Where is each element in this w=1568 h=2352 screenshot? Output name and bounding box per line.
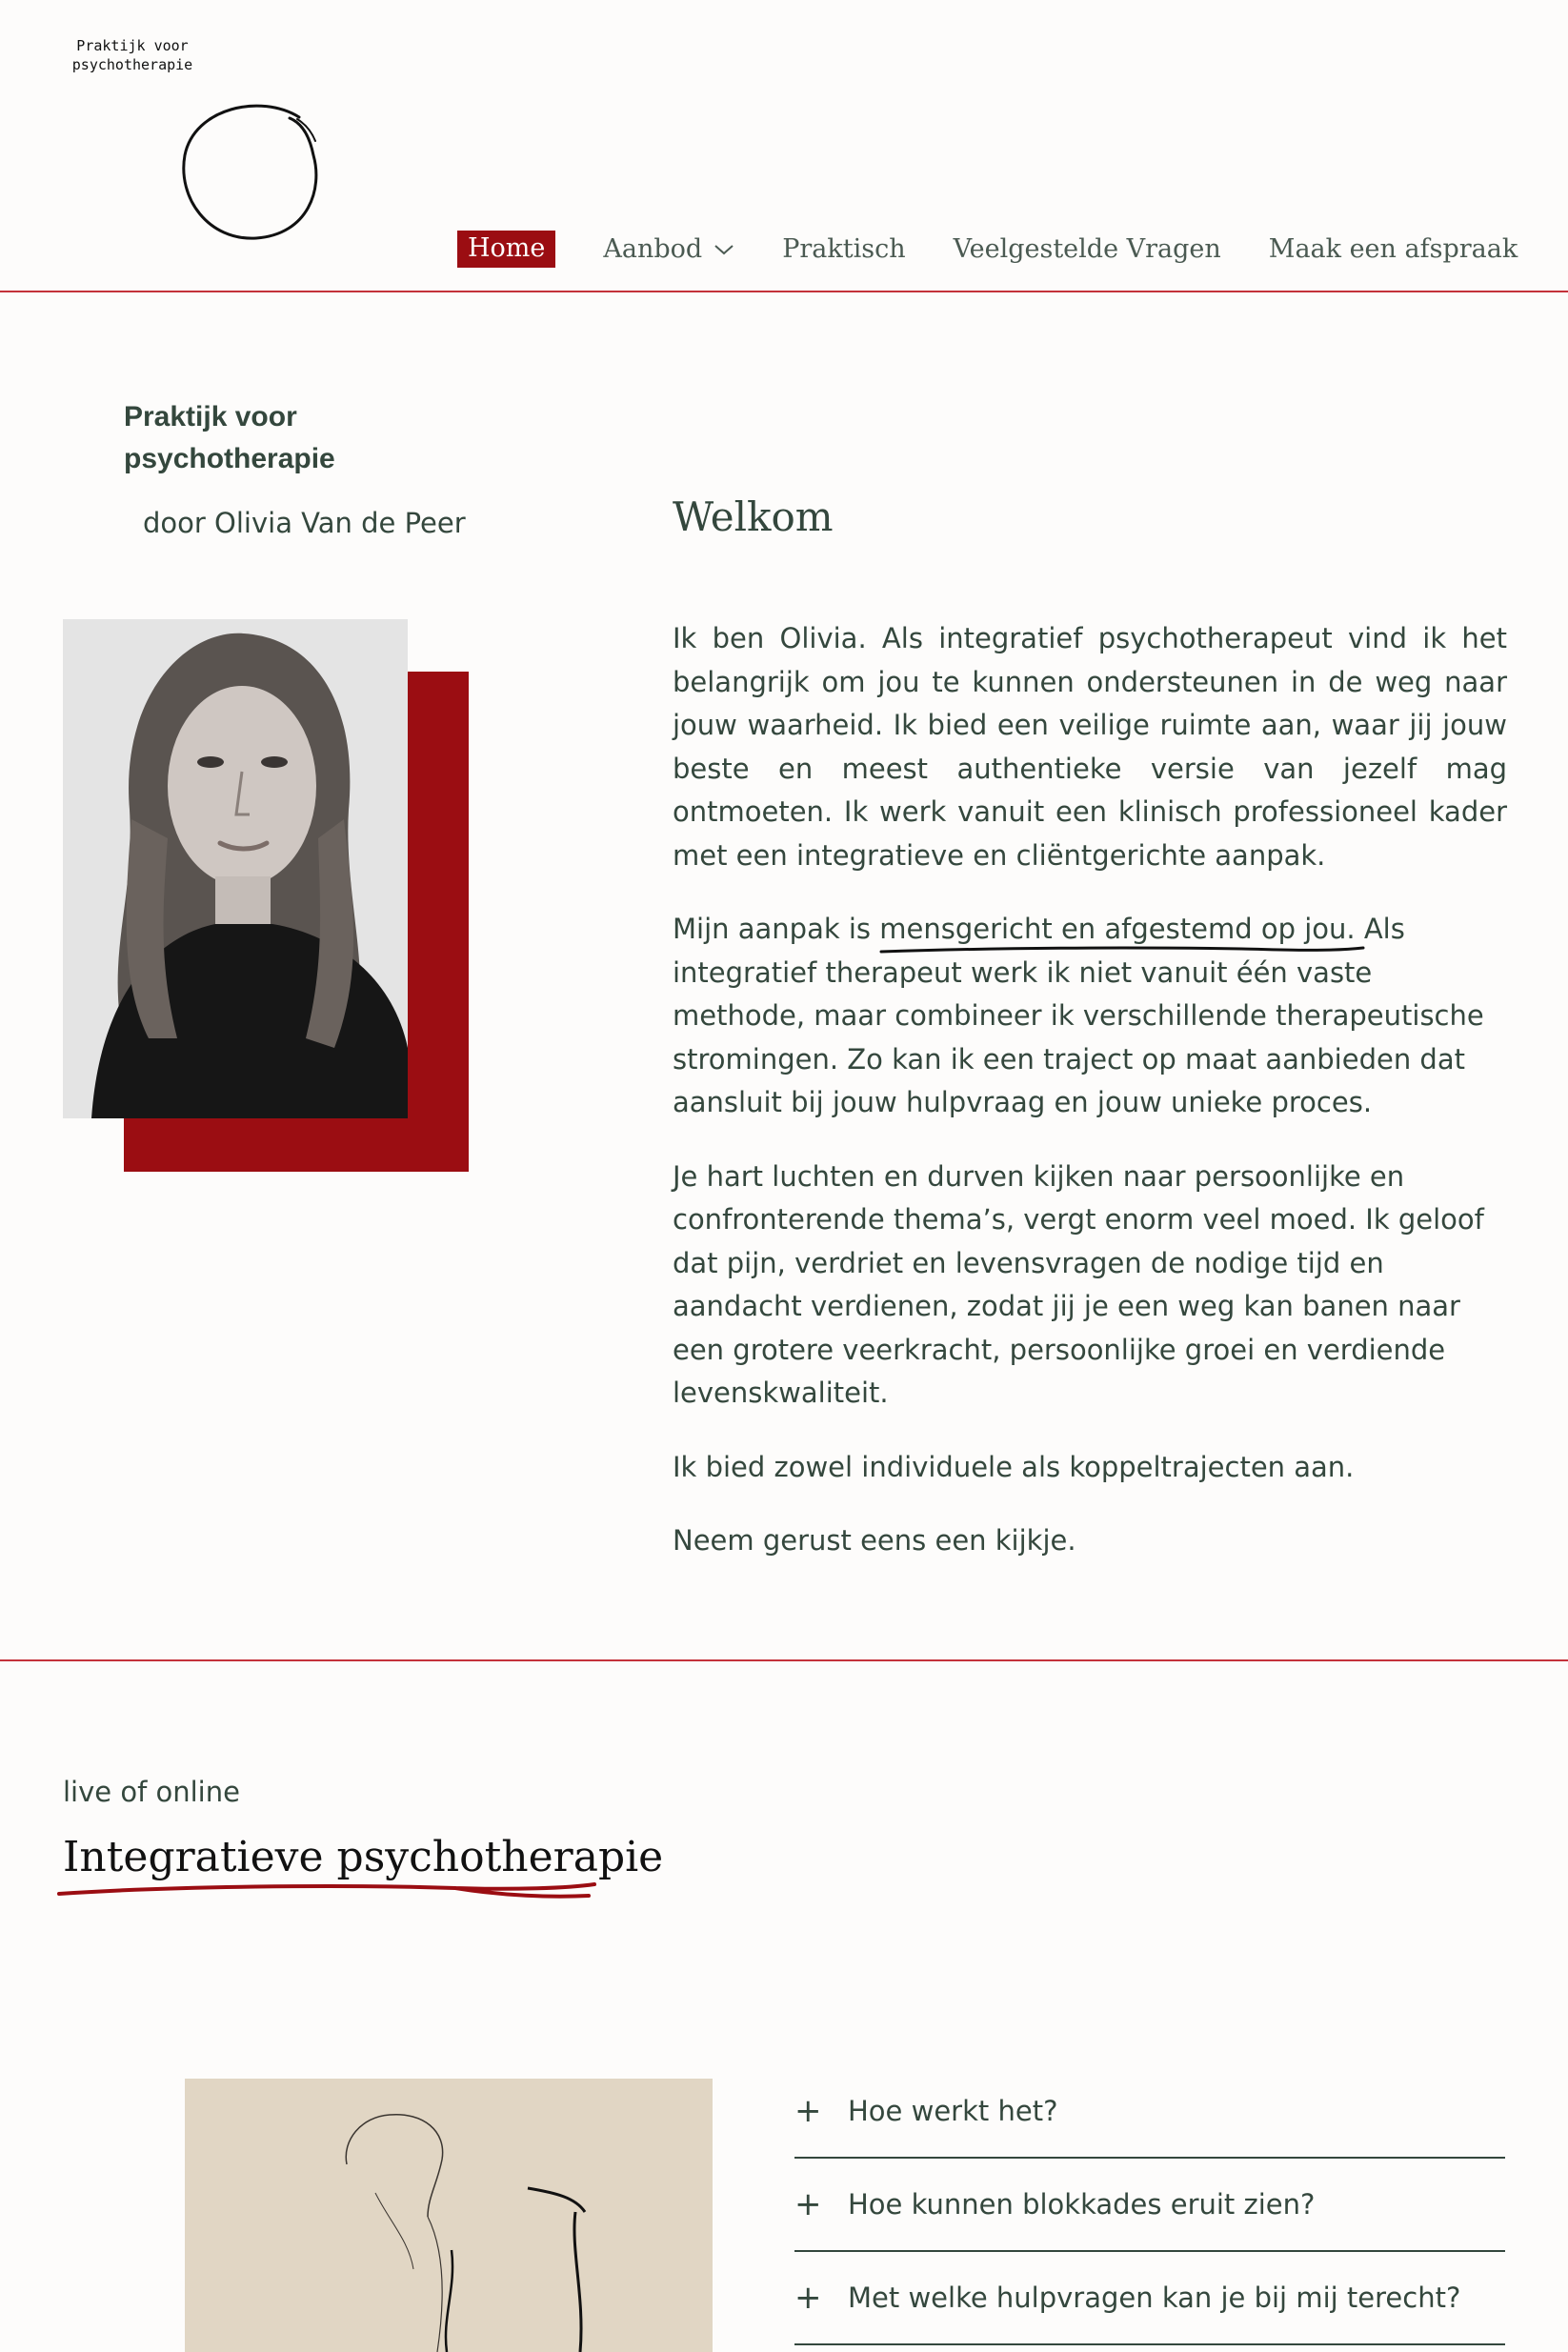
welcome-heading: Welkom bbox=[673, 493, 834, 540]
faq-accordion bbox=[794, 2065, 1505, 2345]
faq-question: Met welke hulpvragen kan je bij mij terecht? bbox=[848, 2282, 1461, 2314]
logo-text: Praktijk voor psychotherapie bbox=[71, 37, 193, 73]
welcome-paragraph: Je hart luchten en durven kijken naar persoonlijke en confronterende thema’s, vergt enorm veel moed. Ik geloof dat pijn, verdriet en levensvragen de nodige tijd en aandacht verdienen, zodat jij je een weg kan banen naar een grotere veerkracht, persoonlijke groei en verdiende levenskwaliteit. bbox=[673, 1159, 1484, 1409]
section-title: Integratieve psychotherapie bbox=[63, 1833, 664, 1881]
welcome-paragraph: Neem gerust eens een kijkje. bbox=[673, 1524, 1076, 1557]
plus-icon: + bbox=[794, 2092, 822, 2130]
welcome-paragraph: Ik ben Olivia. Als integratief psychotherapeut vind ik het belangrijk om jou te kunnen ondersteunen in de weg naar jouw waarheid. Ik bied een veilige ruimte aan, waar jij jouw beste en meest authentieke versie van jezelf mag ontmoeten. Ik werk vanuit een klinisch professioneel kader met een integratieve en cliëntgerichte aanpak. bbox=[673, 622, 1507, 872]
line-art-illustration bbox=[185, 2079, 713, 2352]
faq-question: Hoe werkt het? bbox=[848, 2095, 1058, 2127]
header-divider bbox=[0, 291, 1568, 292]
brand-subtitle: door Olivia Van de Peer bbox=[143, 507, 466, 539]
plus-icon: + bbox=[794, 2185, 822, 2223]
portrait-photo bbox=[63, 619, 408, 1118]
welcome-body bbox=[673, 617, 1507, 1594]
figure-line-art-icon bbox=[185, 2079, 713, 2352]
chevron-down-icon bbox=[714, 243, 734, 256]
welcome-paragraph: Ik bied zowel individuele als koppeltrajecten aan. bbox=[673, 1450, 1355, 1483]
nav-item-label: Praktisch bbox=[782, 234, 906, 264]
nav-item-afspraak[interactable] bbox=[1269, 234, 1518, 264]
faq-item[interactable] bbox=[794, 2065, 1505, 2159]
paragraph-text: Als integratief therapeut werk ik niet vanuit één vaste methode, maar combineer ik verschillende therapeutische stromingen. Zo kan ik een traject op maat aanbieden dat aansluit bij jouw hulpvraag en jouw unieke proces. bbox=[673, 913, 1484, 1118]
faq-item[interactable] bbox=[794, 2159, 1505, 2252]
brand-title: Praktijk voor psychotherapie bbox=[124, 401, 335, 474]
portrait-block bbox=[63, 619, 469, 1172]
nav-item-aanbod[interactable] bbox=[603, 234, 734, 264]
highlighted-text: mensgericht en afgestemd op jou. bbox=[879, 913, 1356, 945]
site-logo[interactable] bbox=[61, 36, 309, 246]
nav-item-label: Veelgestelde Vragen bbox=[953, 234, 1221, 264]
plus-icon: + bbox=[794, 2279, 822, 2317]
hand-underline-icon bbox=[879, 944, 1365, 955]
highlighted-phrase bbox=[879, 908, 1355, 952]
faq-question: Hoe kunnen blokkades eruit zien? bbox=[848, 2188, 1316, 2221]
ink-circle-logo-icon bbox=[118, 65, 366, 284]
red-brush-underline-icon bbox=[55, 1877, 598, 1905]
section-divider bbox=[0, 1659, 1568, 1661]
paragraph-text: Mijn aanpak is bbox=[673, 913, 872, 945]
nav-item-home[interactable] bbox=[457, 231, 555, 268]
faq-item[interactable] bbox=[794, 2252, 1505, 2345]
section-kicker: live of online bbox=[63, 1776, 240, 1808]
nav-item-label: Home bbox=[468, 233, 546, 263]
nav-item-label: Maak een afspraak bbox=[1268, 234, 1518, 264]
nav-item-praktisch[interactable] bbox=[782, 234, 905, 264]
nav-item-faq[interactable] bbox=[954, 234, 1221, 264]
nav-item-label: Aanbod bbox=[603, 234, 703, 264]
portrait-illustration bbox=[63, 619, 408, 1118]
welcome-paragraph bbox=[673, 908, 1507, 1125]
main-nav bbox=[457, 231, 1518, 268]
